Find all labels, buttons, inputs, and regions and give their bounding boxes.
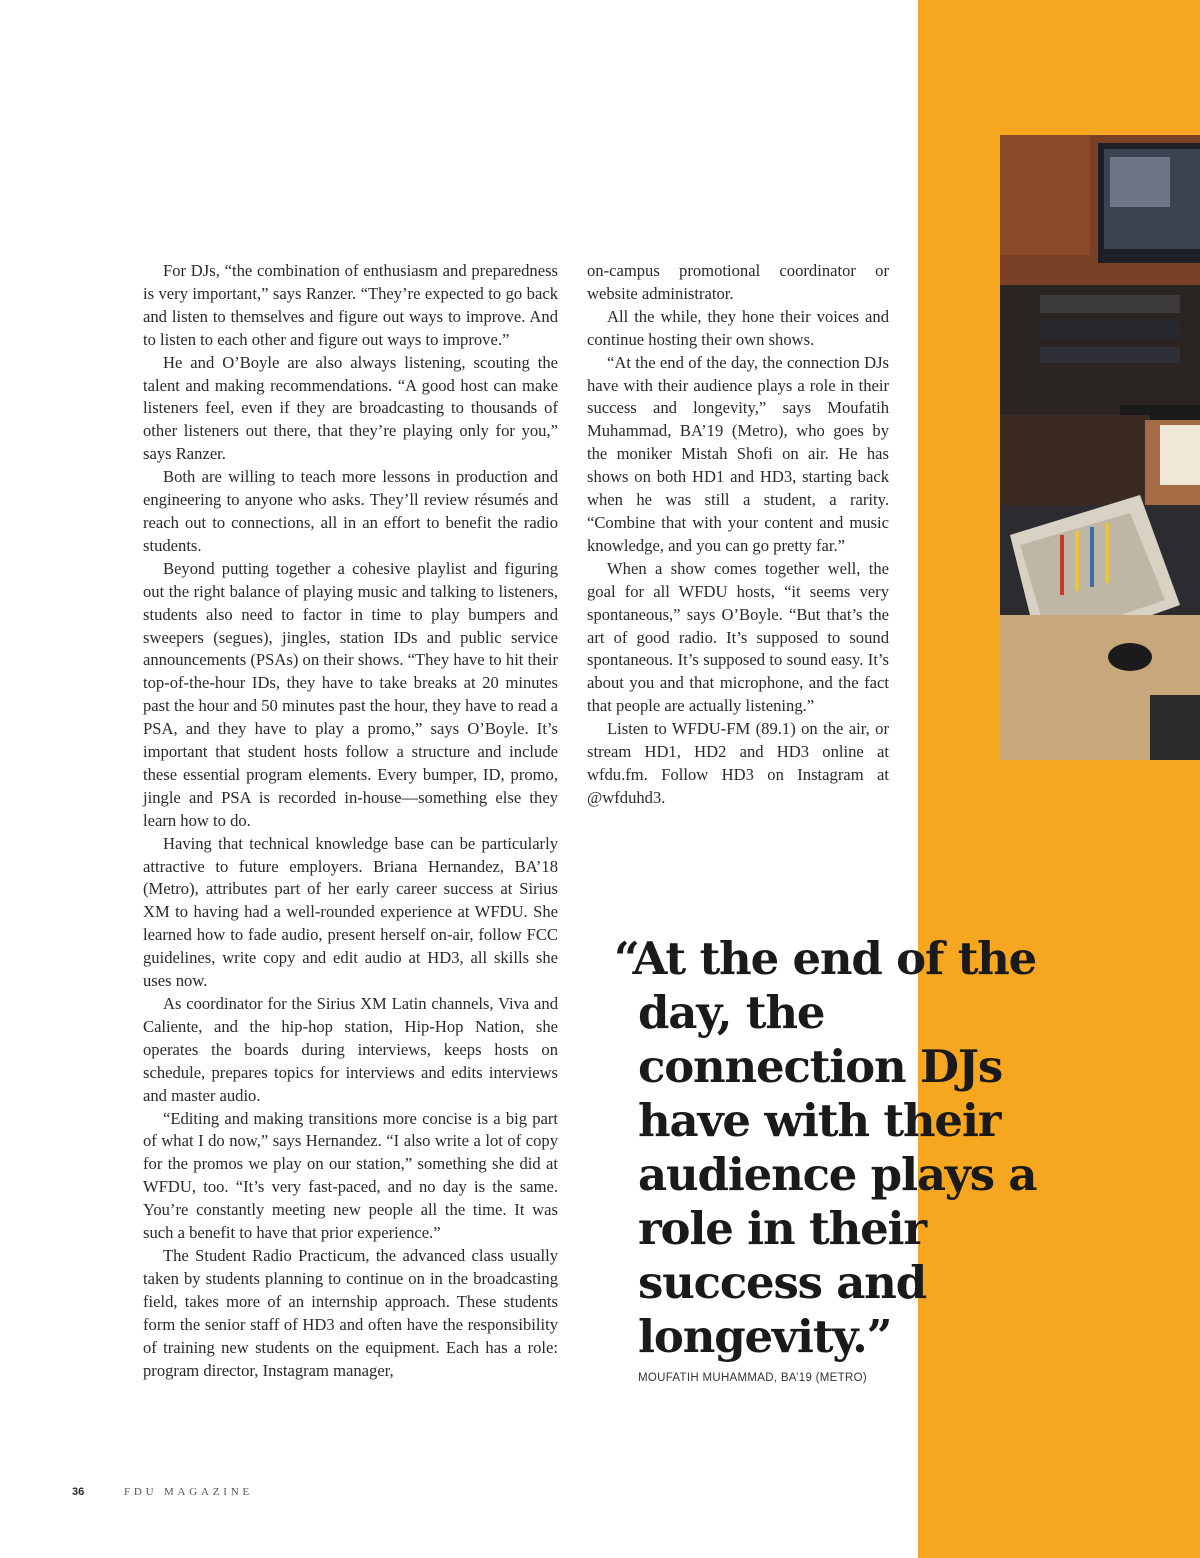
pull-quote-attribution: MOUFATIH MUHAMMAD, BA’19 (METRO) [638,1372,867,1384]
paragraph: When a show comes together well, the goal for all WFDU hosts, “it seems very spontaneous,” says O’Boyle. “But that’s the art of good radio. It’s supposed to sound spontaneous. It’s supposed to sound easy. It’s about you and that microphone, and the fact that people are actually listening.” [587,558,889,716]
paragraph: The Student Radio Practicum, the advanced class usually taken by students planning to continue on in the broadcasting field, takes more of an internship approach. These students form the senior staff of HD3 and often have the responsibility of training new students on the equipment. Each has a role: program director, Instagram manager, [143,1245,558,1380]
body-text-left-column [143,260,558,1382]
page-number: 36 [72,1486,85,1498]
radio-studio-photo [1000,135,1200,760]
paragraph: All the while, they hone their voices and continue hosting their own shows. [587,306,889,349]
paragraph: on-campus promotional coordinator or website administrator. [587,261,889,303]
body-text-right-column [587,260,889,810]
paragraph: “At the end of the day, the connection DJs have with their audience plays a role in their success and longevity,” says Moufatih Muhammad, BA’19 (Metro), who goes by the moniker Mistah Shofi on air. He has shows on both HD1 and HD3, starting back when he was still a student, a rarity. “Combine that with your content and music knowledge, and you can go pretty far.” [587,352,889,555]
paragraph: Beyond putting together a cohesive playlist and figuring out the right balance of playing music and talking to listeners, students also need to factor in time to play bumpers and sweepers (segues), jingles, station IDs and public service announcements (PSAs) on their shows. “They have to hit their top-of-the-hour IDs, they have to take breaks at 20 minutes past the hour and 50 minutes past the hour, they have to read a PSA, and they have to play a promo,” says O’Boyle. It’s important that student hosts follow a structure and include these essential program elements. Every bumper, ID, promo, jingle and PSA is recorded in-house—something else they learn how to do. [143,558,558,830]
paragraph: “Editing and making transitions more concise is a big part of what I do now,” says Hernandez. “I also write a lot of copy for the promos we play on our station,” something she did at WFDU, too. “It’s very fast-paced, and no day is the same. You’re constantly meeting new people all the time. It was such a benefit to have that prior experience.” [143,1108,558,1243]
paragraph: For DJs, “the combination of enthusiasm and preparedness is very important,” says Ranzer. “They’re expected to go back and listen to themselves and figure out ways to improve. And to listen to each other and figure out ways to improve.” [143,261,558,349]
paragraph: Both are willing to teach more lessons in production and engineering to anyone who asks. They’ll review résumés and reach out to connections, all in an effort to benefit the radio students. [143,467,558,555]
paragraph: Having that technical knowledge base can be particularly attractive to future employers. Briana Hernandez, BA’18 (Metro), attributes part of her early career success at Sirius XM to having had a well-rounded experience at WFDU. She learned how to fade audio, present herself on-air, follow FCC guidelines, write copy and edit audio at HD3, all skills she uses now. [143,833,558,991]
pull-quote: “At the end of the day, the connection DJs have with their audience plays a role in their success and longevity.” [614,932,1037,1363]
paragraph: He and O’Boyle are also always listening, scouting the talent and making recommendations. “A good host can make listeners feel, even if they are broadcasting to thousands of other listeners out there, that they’re playing only for you,” says Ranzer. [143,352,558,464]
paragraph: As coordinator for the Sirius XM Latin channels, Viva and Caliente, and the hip-hop station, Hip-Hop Nation, she operates the boards during interviews, keeps hosts on schedule, prepares topics for interviews and edits interviews and master audio. [143,994,558,1105]
magazine-name: FDU MAGAZINE [124,1486,254,1498]
paragraph: Listen to WFDU-FM (89.1) on the air, or stream HD1, HD2 and HD3 online at wfdu.fm. Follow HD3 on Instagram at @wfduhd3. [587,719,889,807]
